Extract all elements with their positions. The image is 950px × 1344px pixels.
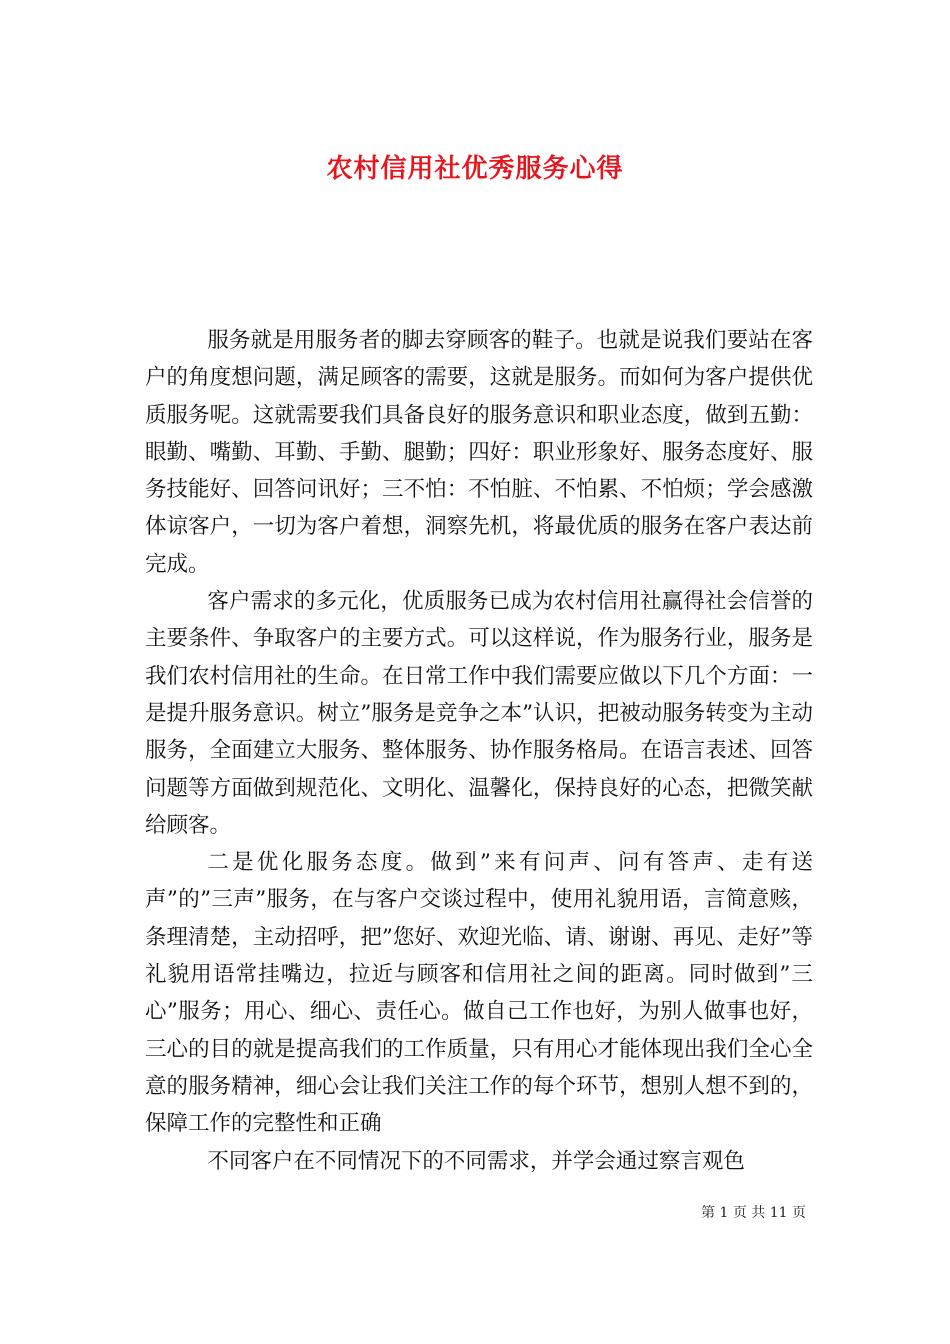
paragraph-2: 客户需求的多元化，优质服务已成为农村信用社赢得社会信誉的主要条件、争取客户的主要方式。可以这样说，作为服务行业，服务是我们农村信用社的生命。在日常工作中我们需要应做以下几个方面：一是提升服务意识。树立”服务是竞争之本”认识，把被动服务转变为主动服务，全面建立大服务、整体服务、协作服务格局。在语言表述、回答问题等方面做到规范化、文明化、温馨化，保持良好的心态，把微笑献给顾客。 [145, 589, 813, 838]
document-title: 农村信用社优秀服务心得 [326, 154, 624, 185]
paragraph-1: 服务就是用服务者的脚去穿顾客的鞋子。也就是说我们要站在客户的角度想问题，满足顾客的需要，这就是服务。而如何为客户提供优质服务呢。这就需要我们具备良好的服务意识和职业态度，做到五勤：眼勤、嘴勤、耳勤、手勤、腿勤；四好：职业形象好、服务态度好、服务技能好、回答问讯好；三不怕：不怕脏、不怕累、不怕烦；学会感激体谅客户，一切为客户着想，洞察先机，将最优质的服务在客户表达前完成。 [145, 328, 813, 577]
document-body [145, 322, 813, 1180]
paragraph-3: 二是优化服务态度。做到”来有问声、问有答声、走有送声”的”三声”服务，在与客户交谈过程中，使用礼貌用语，言简意赅，条理清楚，主动招呼，把”您好、欢迎光临、请、谢谢、再见、走好”等礼貌用语常挂嘴边，拉近与顾客和信用社之间的距离。同时做到”三心”服务；用心、细心、责任心。做自己工作也好，为别人做事也好，三心的目的就是提高我们的工作质量，只有用心才能体现出我们全心全意的服务精神，细心会让我们关注工作的每个环节，想别人想不到的，保障工作的完整性和正确 [145, 850, 813, 1137]
page-number: 第 1 页 共 11 页 [701, 1205, 806, 1221]
paragraph-4: 不同客户在不同情况下的不同需求，并学会通过察言观色 [207, 1148, 745, 1174]
